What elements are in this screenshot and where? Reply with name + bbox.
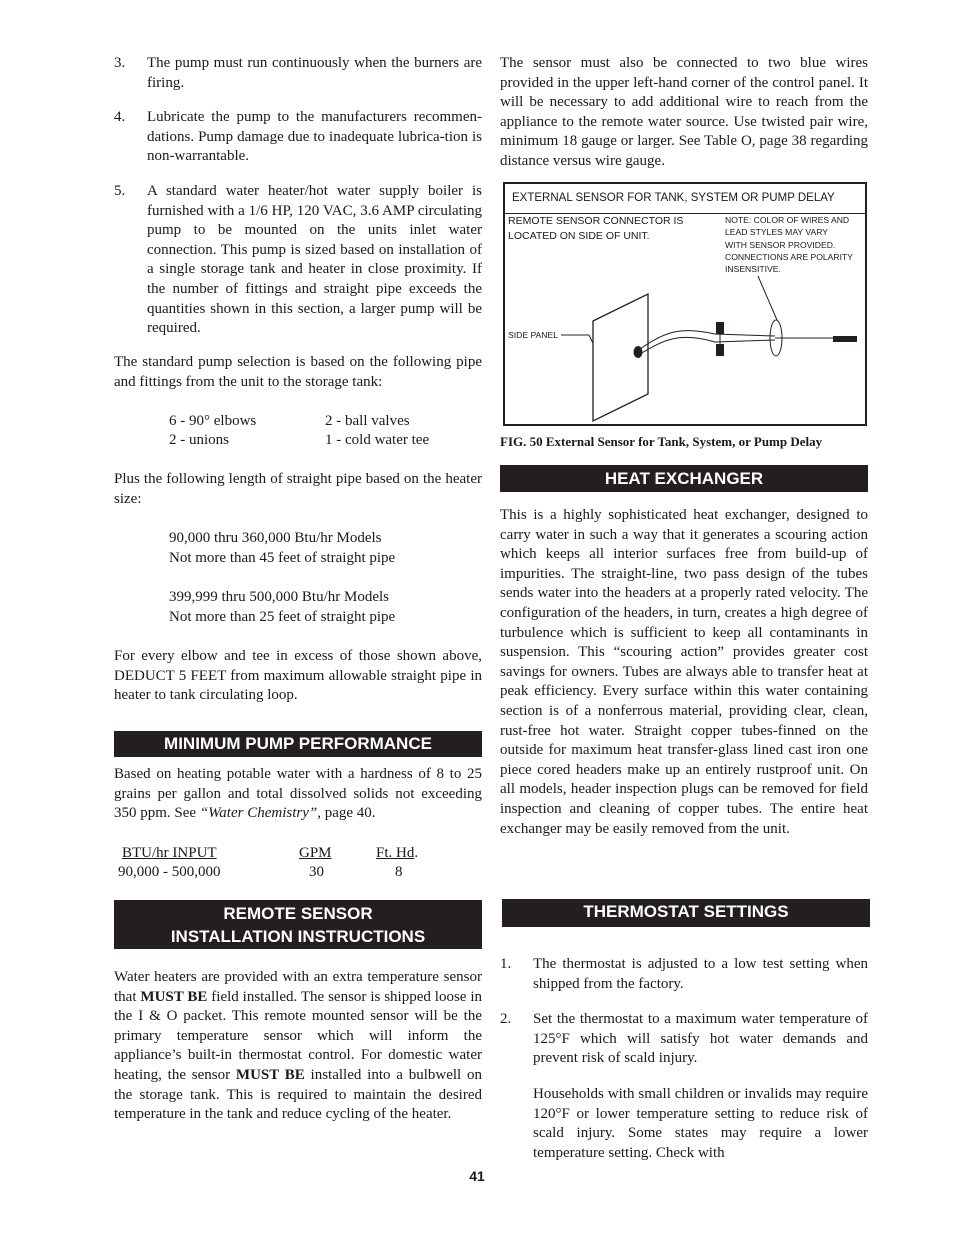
remote-sensor-paragraph: Water heaters are provided with an extra temperature sensor that MUST BE field installed. The sensor is shipped loose in the I & O packet. This remote mounted sensor will be the primary temperature sensor which will inform the appliance’s built-in thermostat control. For domestic water heating, the sensor MUST BE installed into a bulbwell on the storage tank. This is required to maintain the desired temperature in the tank and reduce cycling of the heater. (114, 969, 483, 1123)
range2-pipe: Not more than 25 feet of straight pipe (169, 609, 396, 625)
list-text: The pump must run continuously when the burners are firing. (147, 55, 482, 91)
min-pump-paragraph: Based on heating potable water with a hardness of 8 to 25 grains per gallon and total dissolved solids not exceeding 350 ppm. See “Water Chemistry”, page 40. (114, 766, 482, 822)
heat-exchanger-paragraph: This is a highly sophisticated heat exchanger, designed to carry water in such a way that it generates a scouring action which keeps all interior surfaces free from build-up of impurities. The straight-line, two pass design of the tubes sends water into the headers at a properly rated velocity. The configuration of the headers, in turn, creates a high degree of turbulence which is sufficient to keep all contaminants in suspension. This “scouring action” provides greater cost savings for owners. Tubes are always able to transfer heat at peak efficiency. Every surface within this water containing section is of a nonferrous material, providing clear, clean, rust-free hot water. Straight copper tubes-finned on the outside for maximum heat transfer-glass lined cast iron one piece cored headers make up an entirely rustproof unit. On all models, header inspection plugs can be removed for field inspection and cleaning of copper tubes. The entire heat exchanger may be easily removed from the unit. (500, 507, 868, 837)
heat-exchanger-heading: HEAT EXCHANGER (500, 465, 868, 492)
households-paragraph: Households with small children or invalids may require 120°F or lower temperature setting to reduce risk of scald injury. Some states may require a lower temperature setting. Check with (533, 1086, 868, 1161)
page-number: 41 (469, 1168, 485, 1184)
wire-lower (640, 337, 775, 354)
pump-selection-intro: The standard pump selection is based on the following pipe and fittings from the unit to the storage tank: (114, 354, 482, 390)
list-text: The thermostat is adjusted to a low test setting when shipped from the factory. (533, 956, 868, 992)
list-number: 2. (500, 1011, 512, 1027)
connector-lower-icon (716, 344, 724, 356)
list-text: A standard water heater/hot water supply boiler is furnished with a 1/6 HP, 120 VAC, 3.6 AMP circulating pump to be mounted on the units inlet water connection. This pump is sized based on installation of a single storage tank and heater in close proximity. If the number of fittings and straight pipe exceeds the quantities shown in this section, a larger pump will be required. (147, 183, 482, 337)
deduct-paragraph: For every elbow and tee in excess of those shown above, DEDUCT 5 FEET from maximum allowable straight pipe in heater to tank circulating loop. (114, 648, 482, 704)
note-leader-line (758, 276, 777, 320)
min-pump-heading: MINIMUM PUMP PERFORMANCE (114, 731, 482, 757)
table-header-gpm: GPM (299, 845, 332, 861)
list-text: Set the thermostat to a maximum water temperature of 125°F which will satisfy hot water demands and prevent risk of scald injury. (533, 1011, 868, 1067)
remote-sensor-heading (114, 900, 482, 949)
remote-heading-line1: REMOTE SENSOR (223, 904, 373, 923)
side-panel-label: SIDE PANEL (508, 330, 558, 340)
table-header-btu: BTU/hr INPUT (122, 845, 217, 861)
table-cell-btu: 90,000 - 500,000 (118, 864, 221, 880)
straight-pipe-intro: Plus the following length of straight pipe based on the heater size: (114, 471, 482, 507)
range1-models: 90,000 thru 360,000 Btu/hr Models (169, 530, 382, 546)
connector-note: REMOTE SENSOR CONNECTOR IS LOCATED ON SIDE OF UNIT. (508, 215, 684, 242)
list-text: Lubricate the pump to the manufacturers recommen-dations. Pump damage due to inadequate lubrica-tion is non-warrantable. (147, 109, 482, 165)
fitting-ball-valves: 2 - ball valves (325, 413, 410, 429)
list-number: 5. (114, 183, 126, 199)
table-cell-gpm: 30 (309, 864, 324, 880)
fitting-cold-tee: 1 - cold water tee (325, 432, 430, 448)
sensor-probe-icon (833, 336, 857, 342)
figure-title: EXTERNAL SENSOR FOR TANK, SYSTEM OR PUMP DELAY (505, 184, 865, 214)
fitting-elbows: 6 - 90° elbows (169, 413, 257, 429)
list-number: 4. (114, 109, 126, 125)
wire-color-note: NOTE: COLOR OF WIRES AND LEAD STYLES MAY VARY WITH SENSOR PROVIDED. CONNECTIONS ARE POLARITY INSENSITIVE. (725, 215, 853, 275)
list-number: 3. (114, 55, 126, 71)
connector-upper-icon (716, 322, 724, 334)
list-number: 1. (500, 956, 512, 972)
fitting-unions: 2 - unions (169, 432, 229, 448)
sensor-diagram (505, 184, 865, 424)
table-header-fthd: Ft. Hd. (376, 845, 419, 861)
remote-heading-line2: INSTALLATION INSTRUCTIONS (170, 927, 426, 946)
thermostat-heading: THERMOSTAT SETTINGS (502, 899, 870, 927)
figure-caption: FIG. 50 External Sensor for Tank, System, or Pump Delay (500, 434, 823, 449)
sensor-wires-paragraph: The sensor must also be connected to two blue wires provided in the upper left-hand corner of the control panel. It will be necessary to add additional wire to reach from the appliance to the remote water source. Use twisted pair wire, minimum 18 gauge or larger. See Table O, page 38 regarding distance versus wire gauge. (500, 55, 868, 169)
range1-pipe: Not more than 45 feet of straight pipe (169, 550, 396, 566)
water-chemistry-reference: “Water Chemistry” (199, 805, 318, 822)
range2-models: 399,999 thru 500,000 Btu/hr Models (169, 589, 389, 605)
table-cell-fthd: 8 (395, 864, 403, 880)
external-sensor-figure (503, 182, 867, 426)
